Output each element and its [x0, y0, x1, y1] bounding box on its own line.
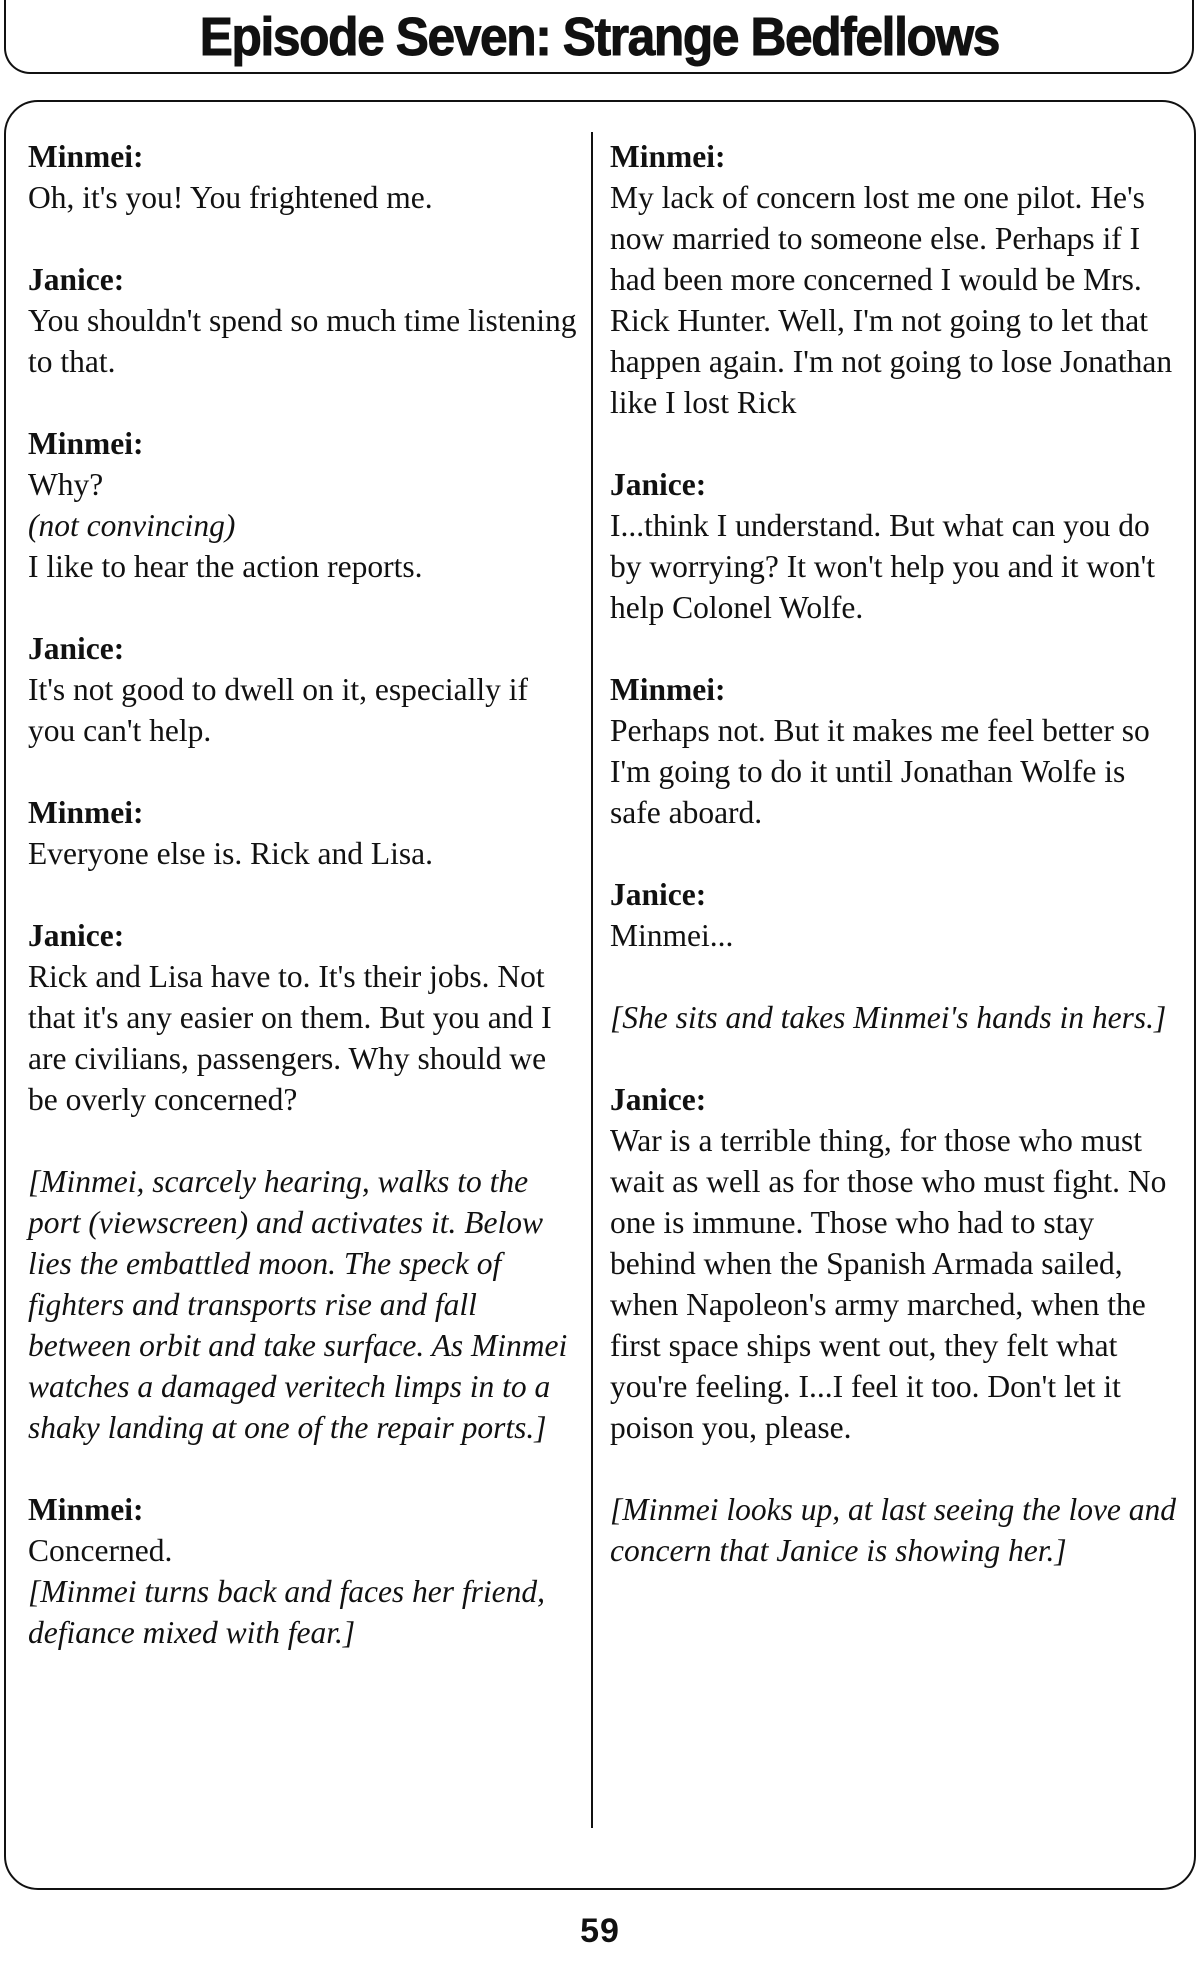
dialogue-block [610, 464, 1180, 628]
dialogue-block [610, 1489, 1180, 1571]
dialogue-line: You shouldn't spend so much time listening to that. [28, 303, 577, 379]
left-column [28, 136, 578, 1694]
speaker-name: Janice: [28, 631, 125, 666]
page-title: Episode Seven: Strange Bedfellows [199, 7, 999, 67]
dialogue-line: My lack of concern lost me one pilot. He's now married to someone else. Perhaps if I had been more concerned I would be Mrs. Rick Hunter. Well, I'm not going to let that happen again. I'm not going to lose Jonathan like I lost Rick [610, 180, 1173, 420]
dialogue-block [610, 874, 1180, 956]
speaker-name: Janice: [28, 262, 125, 297]
speaker-name: Janice: [610, 467, 707, 502]
dialogue-block [28, 628, 578, 751]
right-column [610, 136, 1180, 1612]
dialogue-block [28, 136, 578, 218]
speaker-name: Minmei: [28, 1492, 144, 1527]
dialogue-line: Rick and Lisa have to. It's their jobs. Not that it's any easier on them. But you and I are civilians, passengers. Why should we be overly concerned? [28, 959, 552, 1117]
dialogue-line: Oh, it's you! You frightened me. [28, 180, 433, 215]
dialogue-block [28, 423, 578, 587]
dialogue-block [28, 1489, 578, 1653]
dialogue-line: Concerned. [28, 1533, 173, 1568]
column-divider [591, 132, 593, 1828]
dialogue-line: I like to hear the action reports. [28, 549, 423, 584]
stage-direction: [Minmei looks up, at last seeing the love and concern that Janice is showing her.] [610, 1492, 1177, 1568]
dialogue-block [28, 1161, 578, 1448]
speaker-name: Minmei: [28, 426, 144, 461]
speaker-name: Minmei: [28, 139, 144, 174]
speaker-name: Janice: [28, 918, 125, 953]
speaker-name: Minmei: [610, 139, 726, 174]
dialogue-line: Perhaps not. But it makes me feel better so I'm going to do it until Jonathan Wolfe is safe aboard. [610, 713, 1150, 830]
dialogue-line: It's not good to dwell on it, especially if you can't help. [28, 672, 528, 748]
dialogue-line: I...think I understand. But what can you do by worrying? It won't help you and it won't help Colonel Wolfe. [610, 508, 1156, 625]
stage-direction: [She sits and takes Minmei's hands in hers.] [610, 1000, 1167, 1035]
dialogue-block [28, 792, 578, 874]
dialogue-block [28, 259, 578, 382]
stage-direction: [Minmei, scarcely hearing, walks to the port (viewscreen) and activates it. Below lies the embattled moon. The speck of fighters and transports rise and fall between orbit and take surface. As Minmei watches a damaged veritech limps in to a shaky landing at one of the repair ports.] [28, 1164, 568, 1445]
dialogue-block [610, 136, 1180, 423]
speaker-name: Janice: [610, 877, 707, 912]
dialogue-line: Minmei... [610, 918, 734, 953]
dialogue-block [610, 669, 1180, 833]
dialogue-block [610, 997, 1180, 1038]
dialogue-line: Why? [28, 467, 104, 502]
dialogue-line: War is a terrible thing, for those who must wait as well as for those who must fight. No one is immune. Those who had to stay behind when the Spanish Armada sailed, when Napoleon's army marched, when the first space ships went out, they felt what you're feeling. I...I feel it too. Don't let it poison you, please. [610, 1123, 1167, 1445]
speaker-name: Minmei: [28, 795, 144, 830]
dialogue-line: Everyone else is. Rick and Lisa. [28, 836, 434, 871]
speaker-name: Janice: [610, 1082, 707, 1117]
stage-direction: [Minmei turns back and faces her friend, defiance mixed with fear.] [28, 1574, 546, 1650]
dialogue-block [610, 1079, 1180, 1448]
stage-direction: (not convincing) [28, 508, 236, 543]
page-number: 59 [580, 1912, 620, 1950]
dialogue-block [28, 915, 578, 1120]
title-banner [4, 0, 1194, 74]
speaker-name: Minmei: [610, 672, 726, 707]
